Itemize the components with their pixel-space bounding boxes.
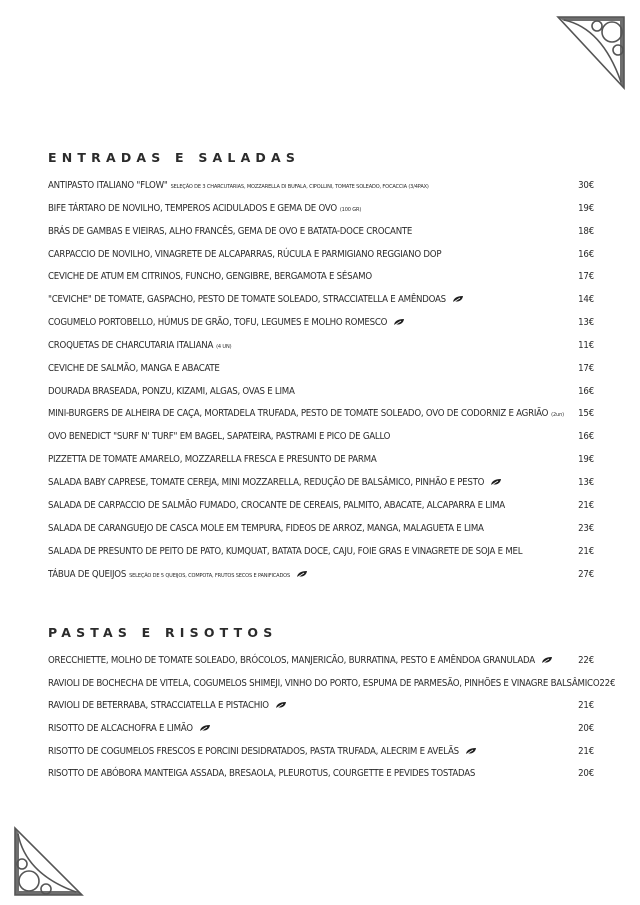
vegetarian-leaf-icon — [465, 747, 477, 755]
menu-item-price: 16€ — [578, 249, 594, 260]
menu-item — [48, 408, 594, 422]
vegetarian-leaf-icon — [490, 478, 502, 486]
menu-item-name: RISOTTO DE ALCACHOFRA E LIMÃO — [48, 723, 193, 734]
menu-item-price: 17€ — [578, 271, 594, 282]
menu-item-price: 18€ — [578, 226, 594, 237]
menu-item-price: 11€ — [578, 340, 594, 351]
menu-item-name: PIZZETTA DE TOMATE AMARELO, MOZZARELLA FRESCA E PRESUNTO DE PARMA — [48, 454, 377, 465]
menu-item-price: 17€ — [578, 363, 594, 374]
menu-item-note: SELEÇÃO DE 5 QUEIJOS, COMPOTA, FRUTOS SECOS E PANIFICADOS — [129, 573, 291, 579]
menu-item — [48, 249, 594, 263]
menu-item — [48, 271, 594, 285]
menu-item — [48, 477, 594, 491]
menu-item-price: 19€ — [578, 454, 594, 465]
menu-item — [48, 655, 594, 669]
ornament-corner-top-right-icon — [556, 14, 628, 90]
menu-item — [48, 500, 594, 514]
menu-item — [48, 546, 594, 560]
vegetarian-leaf-icon — [393, 318, 405, 326]
menu-item-price: 22€ — [599, 678, 616, 689]
menu-item-note: (100 GR) — [339, 207, 362, 213]
menu-item-price: 23€ — [578, 523, 594, 534]
menu-item-name: ANTIPASTO ITALIANO "FLOW" — [48, 180, 168, 191]
menu-item — [48, 340, 594, 354]
menu-item-name: CROQUETAS DE CHARCUTARIA ITALIANA — [48, 340, 214, 351]
menu-item-name: TÁBUA DE QUEIJOS — [48, 569, 127, 580]
menu-item — [48, 226, 594, 240]
menu-item-name: COGUMELO PORTOBELLO, HÚMUS DE GRÃO, TOFU, LEGUMES E MOLHO ROMESCO — [48, 317, 388, 328]
vegetarian-leaf-icon — [452, 295, 464, 303]
menu-item-note: (4 UN) — [216, 344, 232, 350]
menu-item-name: CEVICHE DE ATUM EM CITRINOS, FUNCHO, GENGIBRE, BERGAMOTA E SÉSAMO — [48, 271, 372, 282]
menu-item — [48, 203, 594, 217]
menu-item-price: 21€ — [578, 500, 594, 511]
menu-item-name: RAVIOLI DE BETERRABA, STRACCIATELLA E PISTACHIO — [48, 700, 269, 711]
menu-item-note: SELEÇÃO DE 3 CHARCUTARIAS, MOZZARELLA DI BUFALA, CIPOLLINI, TOMATE SOLEADO, FOCACCIA (3/4PAX) — [170, 184, 429, 190]
menu-item-name: RAVIOLI DE BOCHECHA DE VITELA, COGUMELOS SHIMEJI, VINHO DO PORTO, ESPUMA DE PARMESÃO, PINHÕES E VINAGRE BALSÂMICO — [48, 678, 600, 689]
menu-item-name: SALADA DE PRESUNTO DE PEITO DE PATO, KUMQUAT, BATATA DOCE, CAJU, FOIE GRAS E VINAGRETE DE SOJA E MEL — [48, 546, 523, 557]
menu-item — [48, 746, 594, 760]
menu-item-name: CARPACCIO DE NOVILHO, VINAGRETE DE ALCAPARRAS, RÚCULA E PARMIGIANO REGGIANO DOP — [48, 249, 442, 260]
menu-item-price: 14€ — [578, 294, 594, 305]
vegetarian-leaf-icon — [199, 724, 211, 732]
menu-item — [48, 317, 594, 331]
vegetarian-leaf-icon — [275, 701, 287, 709]
menu-item-price: 22€ — [578, 655, 594, 666]
menu-item — [48, 363, 594, 377]
menu-item-price: 20€ — [578, 723, 594, 734]
menu-item-price: 20€ — [578, 768, 594, 779]
menu-item-name: BRÁS DE GAMBAS E VIEIRAS, ALHO FRANCÊS, GEMA DE OVO E BATATA-DOCE CROCANTE — [48, 226, 413, 237]
menu-item-price: 13€ — [578, 317, 594, 328]
menu-item-price: 21€ — [578, 700, 594, 711]
menu-item — [48, 523, 594, 537]
menu-item — [48, 180, 594, 194]
menu-item-price: 30€ — [578, 180, 594, 191]
menu-item-price: 16€ — [578, 386, 594, 397]
menu-item — [48, 569, 594, 583]
menu-item — [48, 431, 594, 445]
menu-item-price: 27€ — [578, 569, 594, 580]
menu-item — [48, 700, 594, 714]
menu-item-name: SALADA DE CARANGUEJO DE CASCA MOLE EM TEMPURA, FIDEOS DE ARROZ, MANGA, MALAGUETA E LIMA — [48, 523, 484, 534]
menu-item-name: DOURADA BRASEADA, PONZU, KIZAMI, ALGAS, OVAS E LIMA — [48, 386, 295, 397]
menu-item — [48, 294, 594, 308]
menu-item-name: OVO BENEDICT "SURF N' TURF" EM BAGEL, SAPATEIRA, PASTRAMI E PICO DE GALLO — [48, 431, 391, 442]
menu-item-price: 21€ — [578, 746, 594, 757]
menu-item-name: BIFE TÁRTARO DE NOVILHO, TEMPEROS ACIDULADOS E GEMA DE OVO — [48, 203, 337, 214]
menu-item-note: (2un) — [551, 412, 564, 418]
menu-item-name: SALADA BABY CAPRESE, TOMATE CEREJA, MINI MOZZARELLA, REDUÇÃO DE BALSÂMICO, PINHÃO E PESTO — [48, 477, 485, 488]
menu-item-name: CEVICHE DE SALMÃO, MANGA E ABACATE — [48, 363, 220, 374]
vegetarian-leaf-icon — [296, 570, 308, 578]
menu-item-name: RISOTTO DE ABÓBORA MANTEIGA ASSADA, BRESAOLA, PLEUROTUS, COURGETTE E PEVIDES TOSTADAS — [48, 768, 476, 779]
menu-item — [48, 386, 594, 400]
menu-item-name: SALADA DE CARPACCIO DE SALMÃO FUMADO, CROCANTE DE CEREAIS, PALMITO, ABACATE, ALCAPARRA E LIMA — [48, 500, 505, 511]
menu-item-price: 15€ — [578, 408, 594, 419]
section-title: PASTAS E RISOTTOS — [48, 625, 278, 640]
menu-item-price: 21€ — [578, 546, 594, 557]
menu-item-price: 16€ — [578, 431, 594, 442]
menu-item — [48, 678, 616, 692]
menu-item — [48, 454, 594, 468]
menu-item — [48, 723, 594, 737]
menu-item-name: ORECCHIETTE, MOLHO DE TOMATE SOLEADO, BRÓCOLOS, MANJERICÃO, BURRATINA, PESTO E AMÊNDOA GRANULADA — [48, 655, 535, 666]
menu-item — [48, 768, 594, 782]
menu-item-price: 13€ — [578, 477, 594, 488]
menu-item-name: MINI-BURGERS DE ALHEIRA DE CAÇA, MORTADELA TRUFADA, PESTO DE TOMATE SOLEADO, OVO DE CODORNIZ E AGRIÃO — [48, 408, 549, 419]
menu-item-price: 19€ — [578, 203, 594, 214]
vegetarian-leaf-icon — [541, 656, 553, 664]
ornament-corner-bottom-left-icon — [12, 826, 84, 898]
menu-item-name: RISOTTO DE COGUMELOS FRESCOS E PORCINI DESIDRATADOS, PASTA TRUFADA, ALECRIM E AVELÃS — [48, 746, 459, 757]
section-title: ENTRADAS E SALADAS — [48, 150, 301, 165]
menu-item-name: "CEVICHE" DE TOMATE, GASPACHO, PESTO DE TOMATE SOLEADO, STRACCIATELLA E AMÊNDOAS — [48, 294, 446, 305]
